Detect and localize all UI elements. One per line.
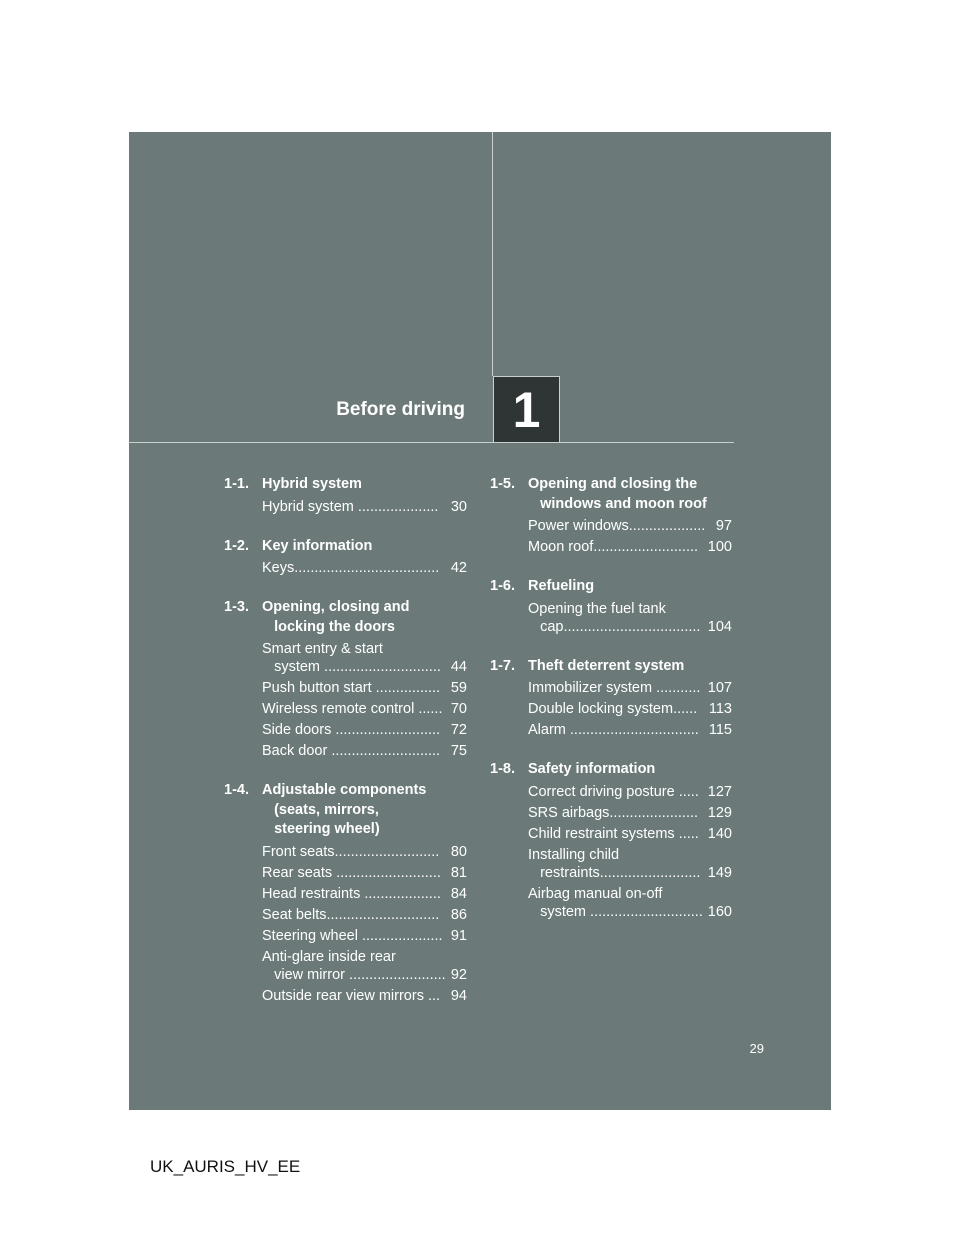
entry-label: Hybrid system .................... bbox=[262, 498, 439, 515]
entry-page-number: 70 bbox=[450, 701, 467, 717]
entry-page-number: 44 bbox=[450, 659, 467, 675]
section-entries bbox=[262, 559, 467, 577]
toc-entry[interactable] bbox=[262, 927, 467, 945]
toc-entry[interactable] bbox=[262, 700, 467, 718]
section-entries bbox=[528, 517, 732, 556]
toc-section bbox=[490, 475, 732, 556]
toc-left-column bbox=[224, 475, 467, 1026]
toc-entry[interactable] bbox=[262, 679, 467, 697]
entry-page-number: 104 bbox=[707, 618, 732, 635]
section-title: Opening and closing the windows and moon roof bbox=[528, 476, 707, 512]
toc-section bbox=[224, 781, 467, 1005]
toc-entry[interactable] bbox=[528, 517, 732, 535]
entry-label: Double locking system...... bbox=[528, 701, 698, 717]
section-heading[interactable] bbox=[224, 475, 467, 495]
entry-page-number: 86 bbox=[450, 906, 467, 923]
entry-label: Push button start ................ bbox=[262, 680, 441, 696]
toc-entry[interactable] bbox=[262, 721, 467, 739]
toc-entry[interactable] bbox=[528, 825, 732, 843]
toc-entry[interactable] bbox=[262, 498, 467, 516]
entry-label: Correct driving posture ..... bbox=[528, 783, 699, 800]
entry-page-number: 127 bbox=[707, 783, 732, 800]
entry-page-number: 72 bbox=[450, 722, 467, 738]
entry-page-number: 115 bbox=[708, 722, 732, 738]
section-entries bbox=[262, 640, 467, 760]
entry-label: Steering wheel .................... bbox=[262, 927, 443, 944]
entry-label: Back door ........................... bbox=[262, 743, 441, 759]
entry-label: Outside rear view mirrors ... bbox=[262, 987, 441, 1004]
entry-page-number: 140 bbox=[707, 825, 732, 842]
entry-page-number: 94 bbox=[450, 987, 467, 1004]
section-heading[interactable] bbox=[224, 598, 467, 637]
entry-page-number: 100 bbox=[707, 539, 732, 555]
entry-label: Airbag manual on-off system ............................ bbox=[528, 885, 703, 920]
toc-section bbox=[490, 657, 732, 740]
section-entries bbox=[528, 679, 732, 739]
section-heading[interactable] bbox=[490, 577, 732, 597]
chapter-title: Before driving bbox=[336, 399, 465, 420]
section-heading[interactable] bbox=[490, 475, 732, 514]
entry-label: Power windows................... bbox=[528, 518, 706, 534]
toc-entry[interactable] bbox=[262, 559, 467, 577]
entry-page-number: 59 bbox=[450, 680, 467, 696]
entry-label: Child restraint systems ..... bbox=[528, 825, 699, 842]
document-code: UK_AURIS_HV_EE bbox=[150, 1157, 301, 1176]
toc-entry[interactable] bbox=[528, 885, 732, 921]
section-title: Theft deterrent system bbox=[528, 657, 685, 674]
section-entries bbox=[528, 600, 732, 636]
toc-entry[interactable] bbox=[262, 906, 467, 924]
entry-page-number: 75 bbox=[450, 743, 467, 759]
toc-entry[interactable] bbox=[528, 721, 732, 739]
entry-page-number: 92 bbox=[450, 966, 467, 983]
entry-label: Side doors .......................... bbox=[262, 722, 441, 738]
toc-entry[interactable] bbox=[262, 742, 467, 760]
section-entries bbox=[528, 783, 732, 921]
toc-right-column bbox=[490, 475, 732, 942]
toc-entry[interactable] bbox=[262, 948, 467, 984]
entry-page-number: 30 bbox=[450, 498, 467, 515]
entry-label: Smart entry & start system ............................. bbox=[262, 641, 441, 675]
entry-label: Head restraints ................... bbox=[262, 885, 441, 902]
section-number: 1-6. bbox=[490, 578, 515, 594]
section-number: 1-7. bbox=[490, 657, 515, 674]
entry-label: Opening the fuel tank cap.................................. bbox=[528, 600, 701, 635]
section-heading[interactable] bbox=[224, 537, 467, 557]
entry-page-number: 149 bbox=[707, 864, 732, 881]
toc-section bbox=[490, 760, 732, 921]
entry-page-number: 129 bbox=[707, 804, 732, 821]
entry-label: Alarm ................................ bbox=[528, 722, 699, 738]
toc-section bbox=[224, 475, 467, 516]
toc-section bbox=[224, 537, 467, 578]
toc-entry[interactable] bbox=[528, 783, 732, 801]
toc-entry[interactable] bbox=[528, 679, 732, 697]
section-title: Adjustable components (seats, mirrors, steering wheel) bbox=[262, 782, 427, 837]
section-entries bbox=[262, 498, 467, 516]
section-number: 1-5. bbox=[490, 476, 515, 492]
entry-page-number: 42 bbox=[450, 560, 467, 576]
section-title: Refueling bbox=[528, 578, 595, 594]
toc-entry[interactable] bbox=[262, 987, 467, 1005]
toc-entry[interactable] bbox=[262, 885, 467, 903]
toc-entry[interactable] bbox=[528, 804, 732, 822]
toc-section bbox=[224, 598, 467, 760]
chapter-number-badge: 1 bbox=[493, 376, 560, 443]
entry-label: Immobilizer system ........... bbox=[528, 680, 701, 696]
entry-page-number: 80 bbox=[450, 843, 467, 860]
toc-entry[interactable] bbox=[262, 864, 467, 882]
toc-entry[interactable] bbox=[528, 846, 732, 882]
section-heading[interactable] bbox=[490, 657, 732, 677]
section-heading[interactable] bbox=[490, 760, 732, 780]
entry-label: Front seats.......................... bbox=[262, 843, 440, 860]
section-number: 1-2. bbox=[224, 537, 249, 554]
entry-label: Rear seats .......................... bbox=[262, 864, 441, 881]
section-title: Opening, closing and locking the doors bbox=[262, 599, 410, 635]
entry-label: Anti-glare inside rear view mirror ........................ bbox=[262, 948, 446, 983]
entry-label: Moon roof.......................... bbox=[528, 539, 699, 555]
vertical-divider bbox=[492, 132, 493, 376]
entry-label: Keys.................................... bbox=[262, 560, 440, 576]
toc-entry[interactable] bbox=[262, 640, 467, 676]
entry-page-number: 160 bbox=[707, 903, 732, 920]
section-number: 1-1. bbox=[224, 476, 249, 492]
section-number: 1-3. bbox=[224, 599, 249, 615]
entry-page-number: 81 bbox=[450, 864, 467, 881]
toc-entry[interactable] bbox=[528, 538, 732, 556]
section-entries bbox=[262, 843, 467, 1005]
entry-label: Wireless remote control ...... bbox=[262, 701, 443, 717]
section-number: 1-8. bbox=[490, 761, 515, 777]
entry-page-number: 113 bbox=[708, 701, 732, 717]
horizontal-divider bbox=[129, 442, 734, 443]
toc-entry[interactable] bbox=[262, 843, 467, 861]
section-title: Safety information bbox=[528, 761, 656, 777]
section-number: 1-4. bbox=[224, 782, 249, 798]
entry-page-number: 107 bbox=[707, 680, 732, 696]
toc-section bbox=[490, 577, 732, 636]
entry-page-number: 91 bbox=[450, 927, 467, 944]
entry-label: Seat belts............................ bbox=[262, 906, 440, 923]
toc-entry[interactable] bbox=[528, 700, 732, 718]
toc-entry[interactable] bbox=[528, 600, 732, 636]
section-heading[interactable] bbox=[224, 781, 467, 840]
entry-label: Installing child restraints......................... bbox=[528, 846, 701, 881]
entry-page-number: 97 bbox=[715, 518, 732, 534]
section-title: Key information bbox=[262, 537, 373, 554]
entry-page-number: 84 bbox=[450, 885, 467, 902]
entry-label: SRS airbags...................... bbox=[528, 804, 699, 821]
section-title: Hybrid system bbox=[262, 476, 362, 492]
page-number: 29 bbox=[749, 1041, 764, 1056]
